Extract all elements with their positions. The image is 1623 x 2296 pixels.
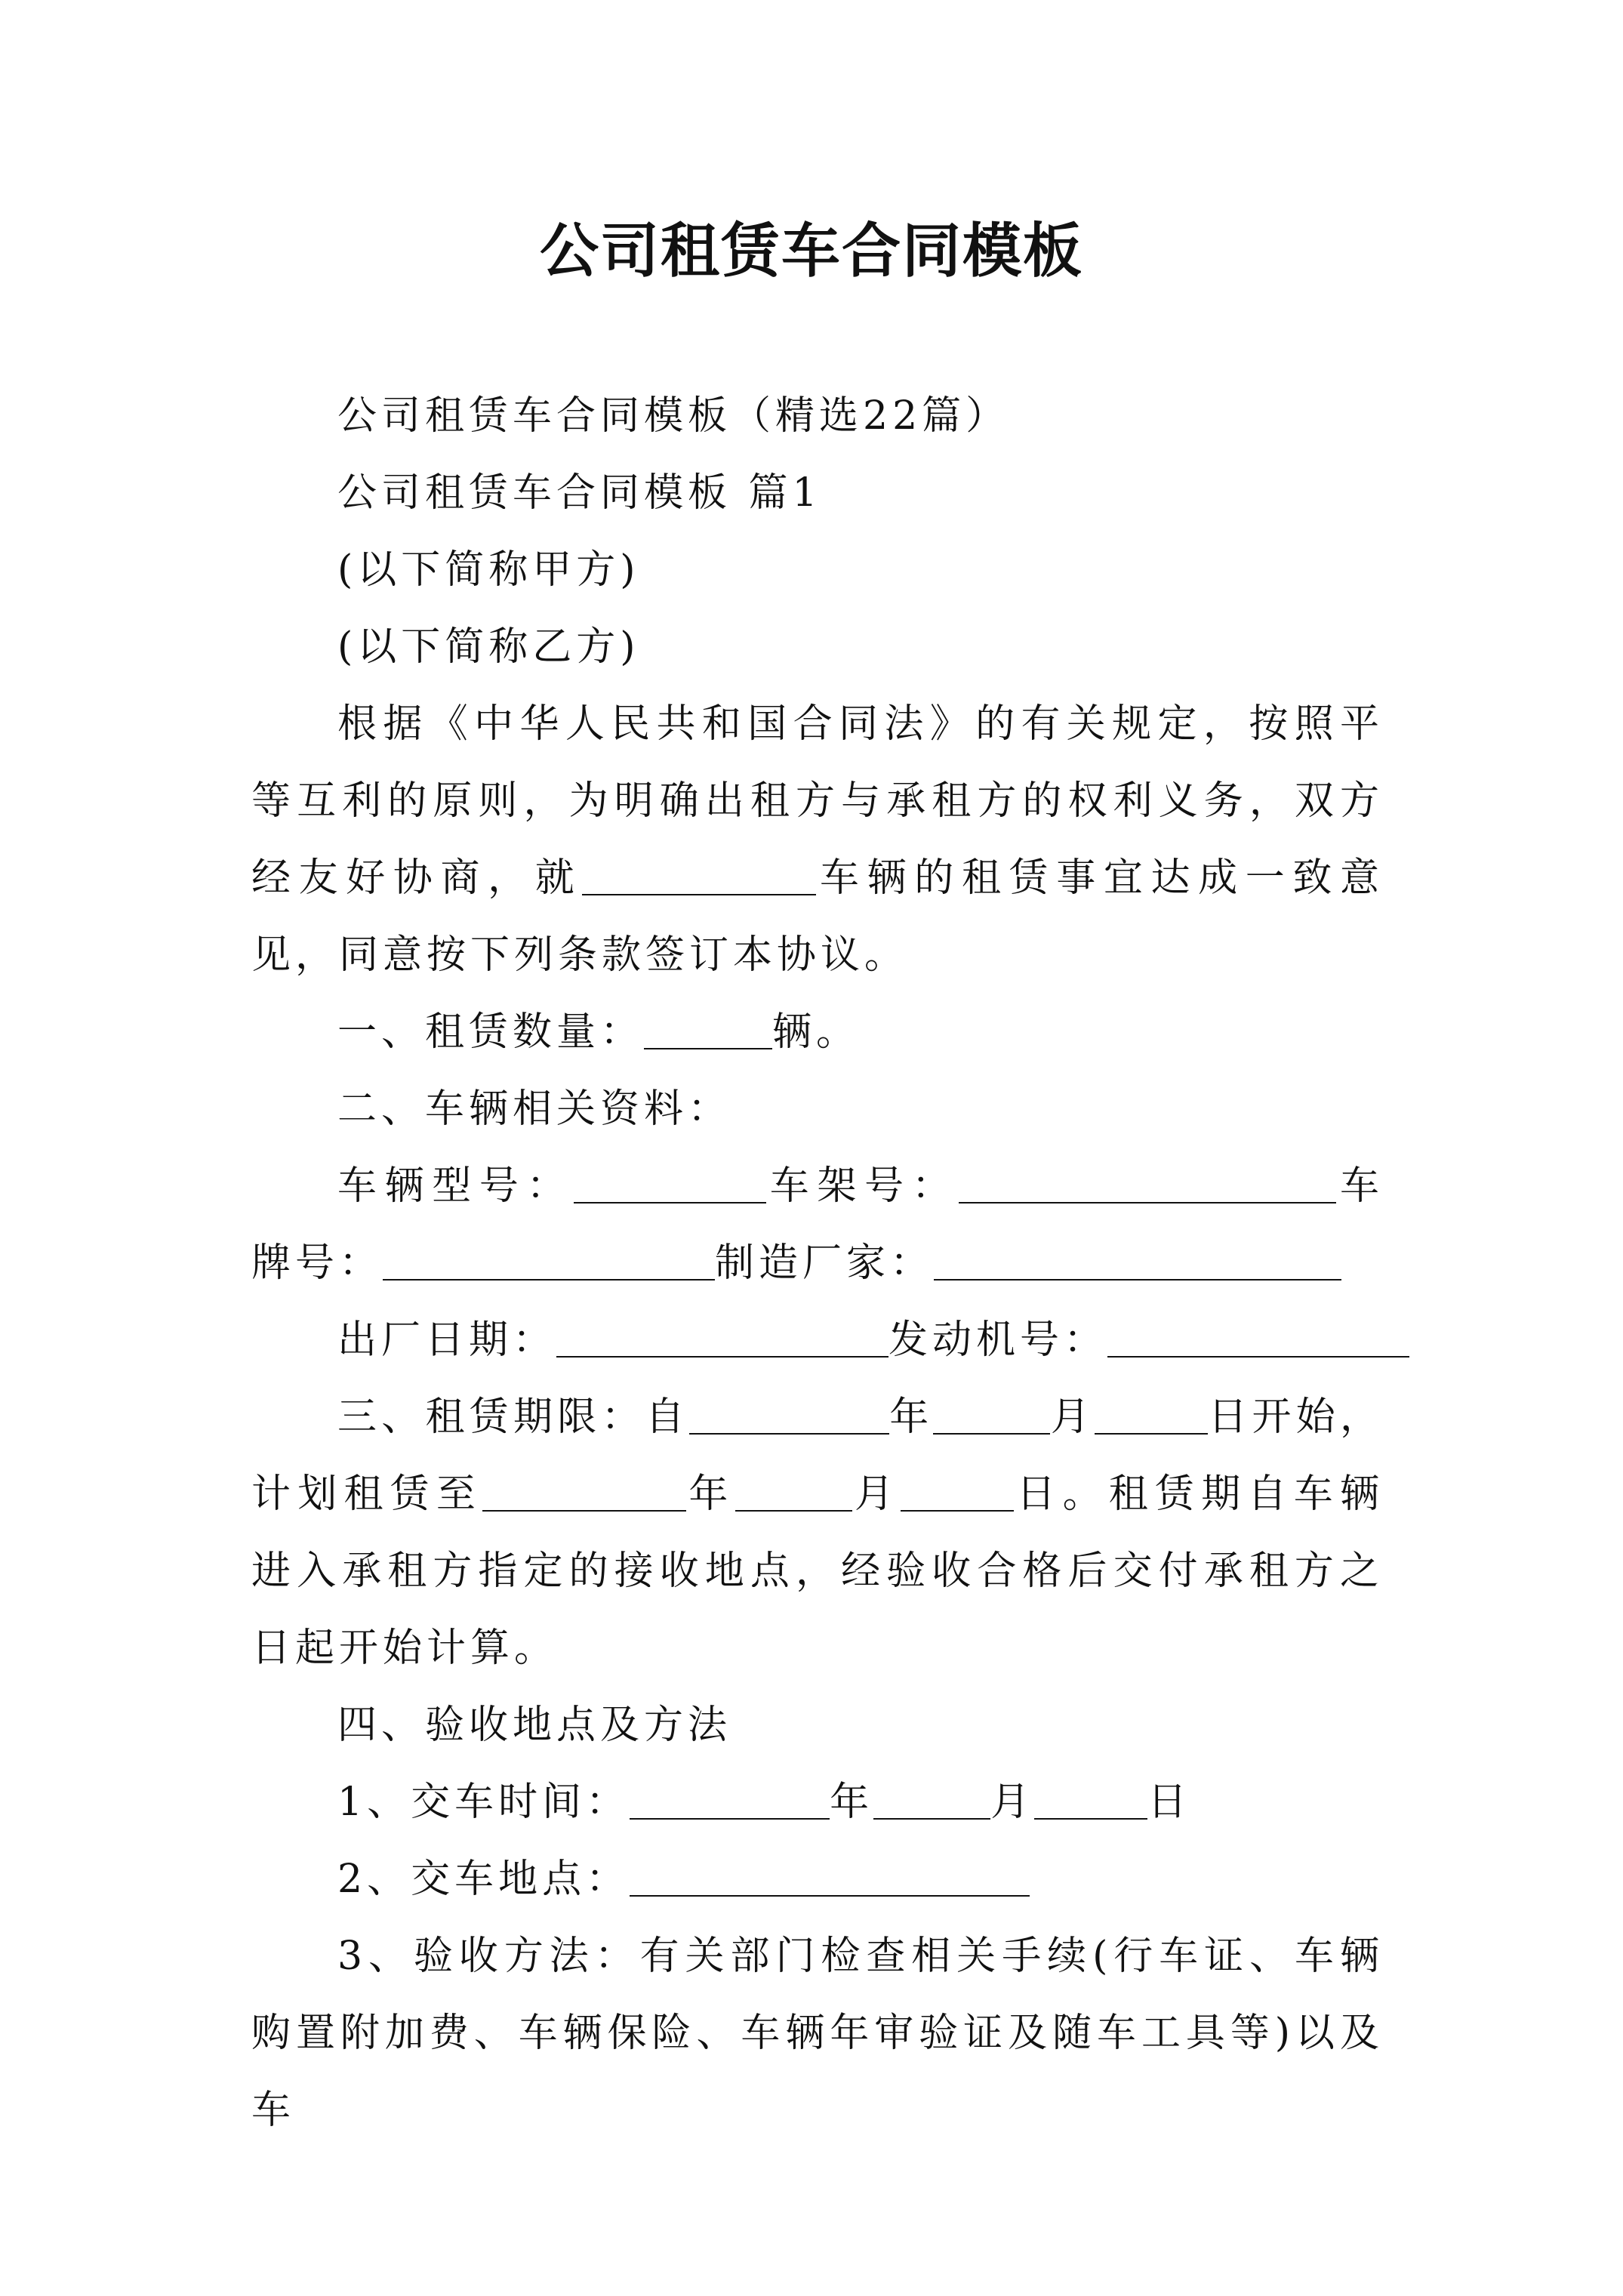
delivery-time-line (251, 1764, 1384, 1841)
month-label: 月 (1050, 1395, 1095, 1440)
intro-text-a: 根据《中华人民共和国合同法》的有关规定，按照平等互利的原则，为明确出租方与承租方的权利义务，双方经友好协商，就 (251, 701, 1384, 901)
quantity-blank[interactable] (644, 1015, 772, 1049)
plate-blank[interactable] (383, 1246, 715, 1281)
quantity-line (251, 994, 1384, 1071)
year-label: 年 (686, 1472, 735, 1517)
vehicle-info-heading: 二、车辆相关资料： (337, 1086, 732, 1132)
document-body (251, 378, 1384, 2149)
vehicle-info-paragraph (251, 1148, 1384, 1302)
party-a-line: (以下简称甲方) (337, 547, 640, 593)
delivery-place-blank[interactable] (630, 1862, 1030, 1897)
term-start-label: 三、租赁期限：自 (337, 1395, 689, 1440)
model-label: 车辆型号： (337, 1163, 574, 1209)
maker-label: 制造厂家： (715, 1240, 935, 1286)
lease-term-paragraph (251, 1379, 1384, 1687)
start-day-blank[interactable] (1095, 1400, 1208, 1435)
delivery-time-label: 1、交车时间： (337, 1780, 630, 1825)
production-date-blank[interactable] (556, 1323, 888, 1358)
section-heading: 公司租赁车合同模板 篇1 (337, 470, 822, 516)
day-label: 日 (1147, 1780, 1192, 1825)
delivery-year-blank[interactable] (630, 1785, 830, 1820)
month-label: 月 (990, 1780, 1035, 1825)
frame-blank[interactable] (959, 1169, 1336, 1203)
year-label: 年 (888, 1395, 934, 1440)
subtitle-line: 公司租赁车合同模板（精选22篇） (337, 393, 1010, 439)
party-b-line: (以下简称乙方) (337, 624, 640, 670)
year-label: 年 (830, 1780, 874, 1825)
end-year-blank[interactable] (482, 1477, 686, 1512)
end-day-blank[interactable] (901, 1477, 1014, 1512)
term-end-label: 日开始，计划租赁至 (251, 1395, 1384, 1517)
engine-number-label: 发动机号： (888, 1318, 1108, 1363)
start-month-blank[interactable] (933, 1400, 1050, 1435)
term-rest-text: 日。租赁期自车辆进入承租方指定的接收地点，经验收合格后交付承租方之日起开始计算。 (251, 1472, 1384, 1671)
plate-label: 车牌号： (251, 1163, 1384, 1286)
quantity-label: 一、租赁数量： (337, 1009, 645, 1055)
month-label: 月 (852, 1472, 901, 1517)
intro-paragraph (251, 686, 1384, 994)
quantity-unit: 辆。 (772, 1009, 861, 1055)
date-engine-line (251, 1302, 1384, 1379)
engine-number-blank[interactable] (1107, 1323, 1409, 1358)
delivery-day-blank[interactable] (1034, 1785, 1147, 1820)
maker-blank[interactable] (934, 1246, 1341, 1281)
delivery-place-line (251, 1841, 1384, 1918)
end-month-blank[interactable] (735, 1477, 852, 1512)
acceptance-method-paragraph: 3、验收方法：有关部门检查相关手续(行车证、车辆购置附加费、车辆保险、车辆年审验证及随车工具等)以及车 (251, 1934, 1384, 2133)
vehicle-blank[interactable] (582, 861, 816, 895)
intro-text-b: 车辆的租赁事宜达成一致意见，同意按下列条款签订本协议。 (251, 855, 1384, 978)
delivery-place-label: 2、交车地点： (337, 1857, 630, 1902)
page-title: 公司租赁车合同模板 (539, 217, 1083, 285)
start-year-blank[interactable] (689, 1400, 889, 1435)
frame-label: 车架号： (766, 1163, 959, 1209)
model-blank[interactable] (574, 1169, 766, 1203)
acceptance-heading: 四、验收地点及方法 (337, 1703, 732, 1748)
production-date-label: 出厂日期： (337, 1318, 557, 1363)
delivery-month-blank[interactable] (873, 1785, 990, 1820)
